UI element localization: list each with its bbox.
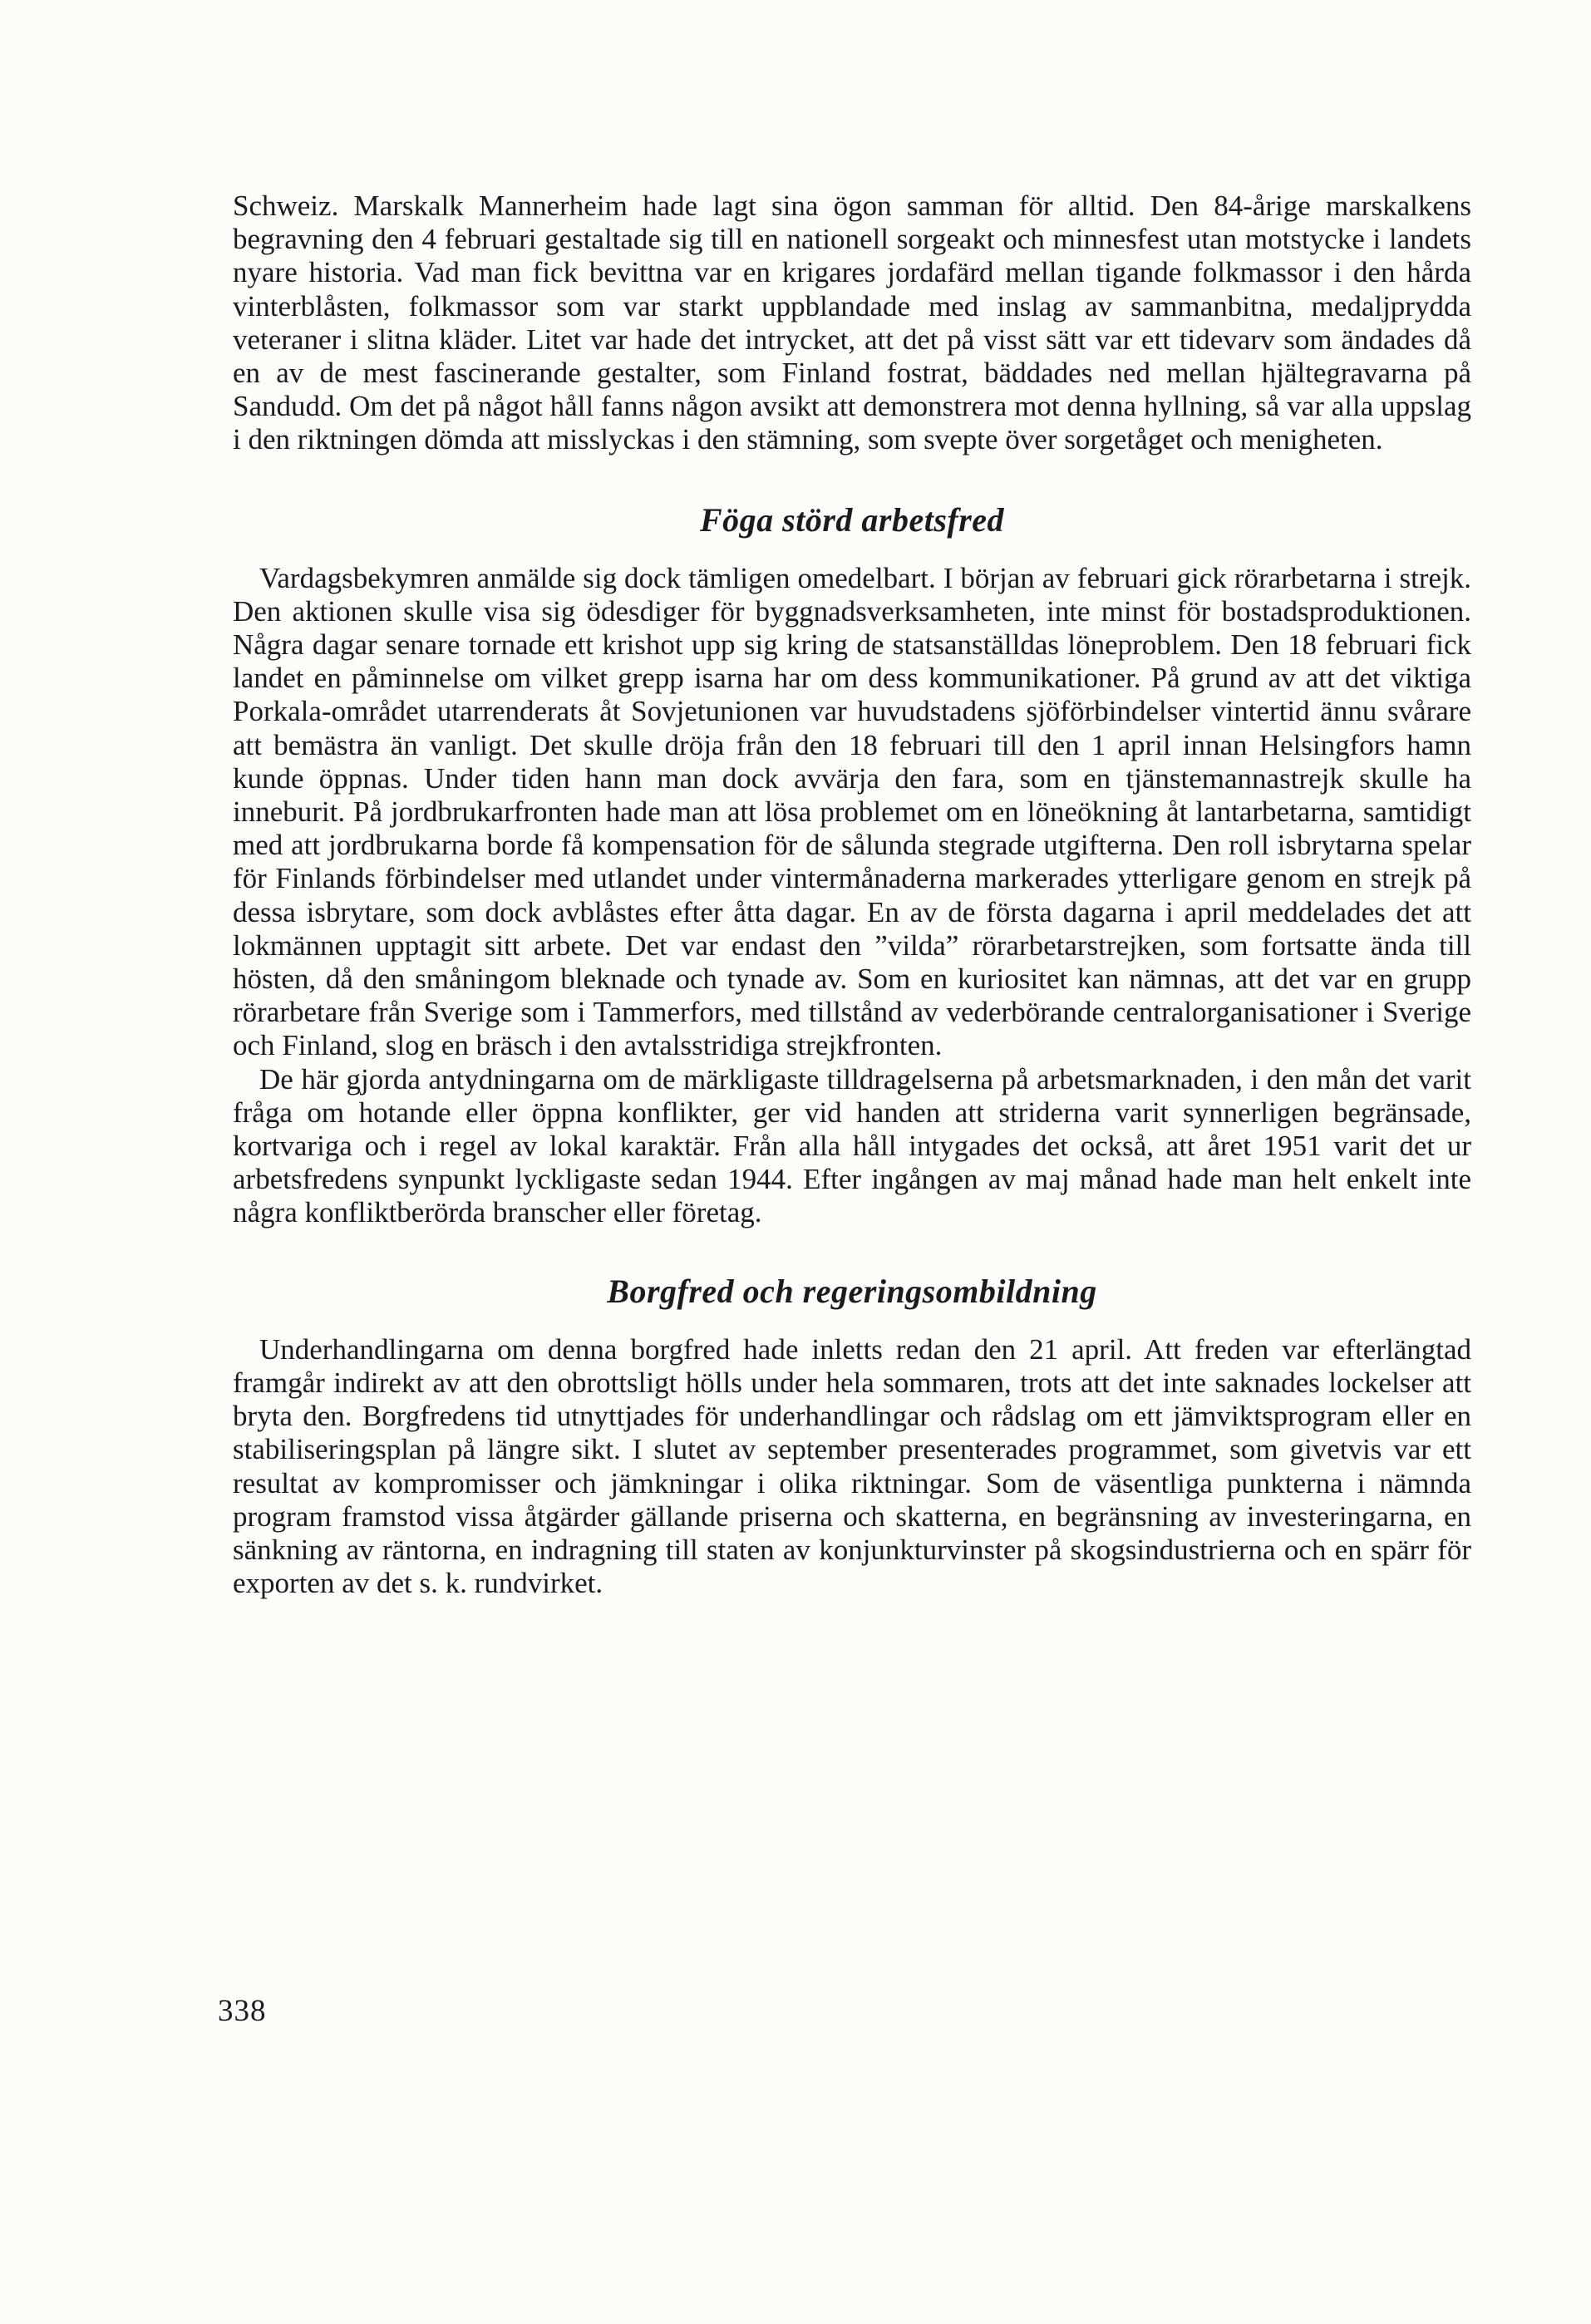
paragraph-arbetsfred-2: De här gjorda antydningarna om de märkligaste tilldragelserna på arbetsmarknaden, i den mån det varit fråga om hotande eller öppna konflikter, ger vid handen att striderna varit synnerligen begränsade, kortvariga och i regel av lokal karaktär. Från alla håll intygades det också, att året 1951 varit det ur arbetsfredens synpunkt lyckligaste sedan 1944. Efter ingången av maj månad hade man helt enkelt inte några konfliktberörda branscher eller företag.: [233, 1062, 1471, 1229]
paragraph-borgfred-1: Underhandlingarna om denna borgfred hade inletts redan den 21 april. Att freden var efterlängtad framgår indirekt av att den obrottsligt hölls under hela sommaren, trots att det inte saknades lockelser att bryta den. Borgfredens tid utnyttjades för underhandlingar och rådslag om ett jämviktsprogram eller en stabiliseringsplan på längre sikt. I slutet av september presenterades programmet, som givetvis var ett resultat av kompromisser och jämkningar i olika riktningar. Som de väsentliga punkterna i nämnda program framstod vissa åtgärder gällande priserna och skatterna, en begränsning av investeringarna, en sänkning av räntorna, en indragning till staten av konjunkturvinster på skogsindustrierna och en spärr för exporten av det s. k. rundvirket.: [233, 1332, 1471, 1600]
section-heading-borgfred: Borgfred och regeringsombildning: [607, 1272, 1097, 1310]
section-heading-arbetsfred: Föga störd arbetsfred: [699, 500, 1005, 539]
paragraph-arbetsfred-1: Vardagsbekymren anmälde sig dock tämligen omedelbart. I början av februari gick rörarbetarna i strejk. Den aktionen skulle visa sig ödesdiger för byggnadsverksamheten, inte minst för bostadsproduktionen. Några dagar senare tornade ett krishot upp sig kring de statsanställdas löneproblem. Den 18 februari fick landet en påminnelse om vilket grepp isarna har om dess kommunikationer. På grund av att det viktiga Porkala-området utarrenderats åt Sovjetunionen var huvudstadens sjöförbindelser vintertid ännu svårare att bemästra än vanligt. Det skulle dröja från den 18 februari till den 1 april innan Helsingfors hamn kunde öppnas. Under tiden hann man dock avvärja den fara, som en tjänstemannastrejk skulle ha inneburit. På jordbrukarfronten hade man att lösa problemet om en löneökning åt lantarbetarna, samtidigt med att jordbrukarna borde få kompensation för de sålunda stegrade utgifterna. Den roll isbrytarna spelar för Finlands förbindelser med utlandet under vintermånaderna markerades ytterligare genom en strejk på dessa isbrytare, som dock avblåstes efter åtta dagar. En av de första dagarna i april meddelades det att lokmännen upptagit sitt arbete. Det var endast den ”vilda” rörarbetarstrejken, som fortsatte ända till hösten, då den småningom bleknade och tynade av. Som en kuriositet kan nämnas, att det var en grupp rörarbetare från Sverige som i Tammerfors, med tillstånd av vederbörande centralorganisationer i Sverige och Finland, slog en bräsch i den avtalsstridiga strejkfronten.: [233, 561, 1471, 1062]
paragraph-intro: Schweiz. Marskalk Mannerheim hade lagt sina ögon samman för alltid. Den 84-årige marskalkens begravning den 4 februari gestaltade sig till en nationell sorgeakt och minnesfest utan motstycke i landets nyare historia. Vad man fick bevittna var en krigares jordafärd mellan tigande folkmassor i den hårda vinterblåsten, folkmassor som var starkt uppblandade med inslag av sammanbitna, medaljprydda veteraner i slitna kläder. Litet var hade det intrycket, att det på visst sätt var ett tidevarv som ändades då en av de mest fascinerande gestalter, som Finland fostrat, bäddades ned mellan hjältegravarna på Sandudd. Om det på något håll fanns någon avsikt att demonstrera mot denna hyllning, så var alla uppslag i den riktningen dömda att misslyckas i den stämning, som svepte över sorgetåget och menigheten.: [233, 190, 1471, 456]
page-body: [233, 190, 1471, 1600]
page-number: 338: [218, 1994, 267, 2028]
